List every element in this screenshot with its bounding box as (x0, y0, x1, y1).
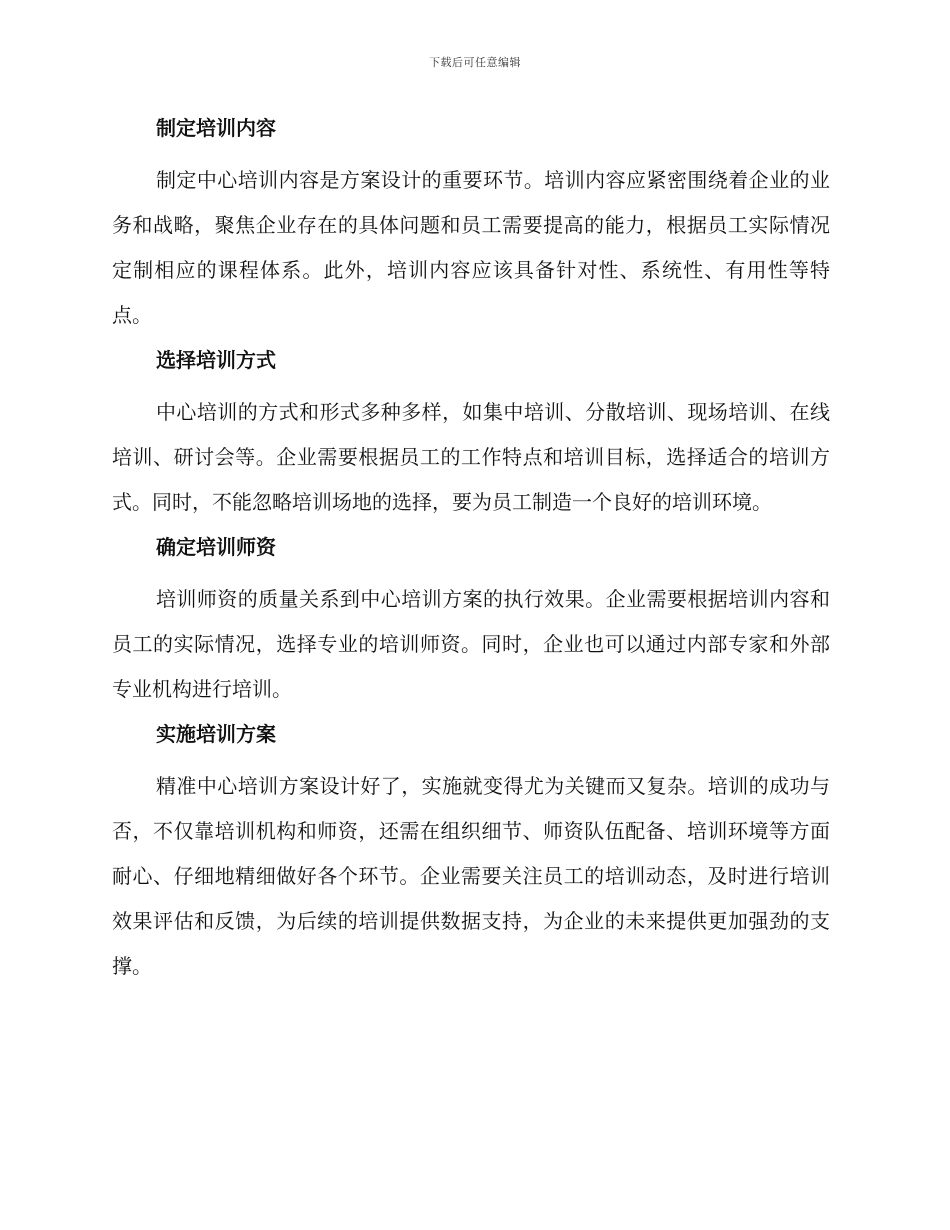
section-paragraph: 培训师资的质量关系到中心培训方案的执行效果。企业需要根据培训内容和员工的实际情况，选择专业的培训师资。同时，企业也可以通过内部专家和外部专业机构进行培训。 (112, 587, 830, 701)
section-heading: 实施培训方案 (156, 722, 276, 746)
section-paragraph: 精准中心培训方案设计好了，实施就变得尤为关键而又复杂。培训的成功与否，不仅靠培训机构和师资，还需在组织细节、师资队伍配备、培训环境等方面耐心、仔细地精细做好各个环节。企业需要关注员工的培训动态，及时进行培训效果评估和反馈，为后续的培训提供数据支持，为企业的未来提供更加强劲的支撑。 (112, 774, 830, 978)
section-training-implementation (112, 718, 830, 989)
section-paragraph: 制定中心培训内容是方案设计的重要环节。培训内容应紧密围绕着企业的业务和战略，聚焦企业存在的具体问题和员工需要提高的能力，根据员工实际情况定制相应的课程体系。此外，培训内容应该具备针对性、系统性、有用性等特点。 (112, 168, 830, 327)
section-paragraph: 中心培训的方式和形式多种多样，如集中培训、分散培训、现场培训、在线培训、研讨会等。企业需要根据员工的工作特点和培训目标，选择适合的培训方式。同时，不能忽略培训场地的选择，要为员工制造一个良好的培训环境。 (112, 400, 830, 514)
header-note: 下载后可任意编辑 (429, 56, 521, 69)
document-content (112, 112, 830, 995)
section-training-content (112, 112, 830, 338)
section-heading: 制定培训内容 (156, 116, 276, 140)
section-heading: 确定培训师资 (156, 535, 276, 559)
section-heading: 选择培训方式 (156, 348, 276, 372)
section-training-teachers (112, 531, 830, 712)
section-training-method (112, 344, 830, 525)
